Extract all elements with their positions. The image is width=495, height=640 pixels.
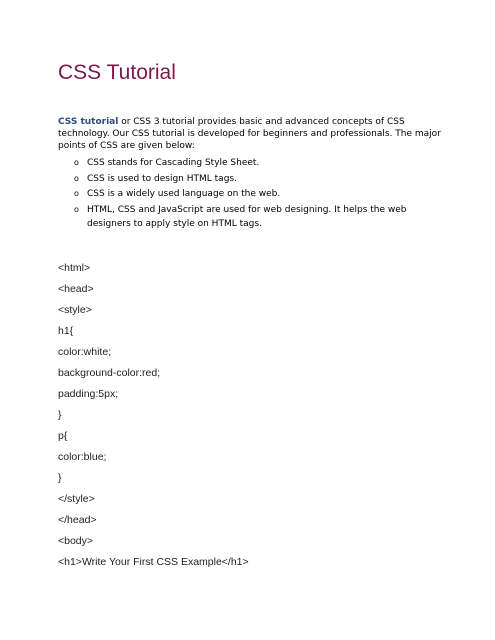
code-line: background-color:red; <box>58 367 161 379</box>
points-list <box>74 156 444 232</box>
code-line: </style> <box>58 493 95 505</box>
code-line: </head> <box>58 514 97 526</box>
code-line: <body> <box>58 535 94 547</box>
bullet-marker: o <box>74 173 79 183</box>
bullet-marker: o <box>74 204 79 214</box>
page-title: CSS Tutorial <box>58 61 176 84</box>
code-line: color:white; <box>58 346 112 358</box>
code-line: color:blue; <box>58 451 107 463</box>
intro-lead-link[interactable]: CSS tutorial <box>58 117 119 127</box>
intro-paragraph <box>58 116 450 152</box>
bullet-marker: o <box>74 189 79 198</box>
list-item <box>74 203 444 231</box>
bullet-marker: o <box>74 158 79 167</box>
list-item-text: CSS is used to design HTML tags. <box>87 173 237 184</box>
list-item <box>74 156 444 170</box>
intro-text: or CSS 3 tutorial provides basic and advanced concepts of CSS technology. Our CSS tutorial is developed for beginners and professionals. The major points of CSS are given below: <box>58 117 441 151</box>
code-line: <h1>Write Your First CSS Example</h1> <box>58 556 249 568</box>
list-item-text: CSS is a widely used language on the web. <box>87 189 281 199</box>
list-item-text: CSS stands for Cascading Style Sheet. <box>87 158 260 168</box>
list-item-text: HTML, CSS and JavaScript are used for web designing. It helps the web designers to apply style on HTML tags. <box>87 204 407 229</box>
code-line: <style> <box>58 304 92 316</box>
code-line: } <box>58 409 62 421</box>
code-line: <html> <box>58 262 91 274</box>
list-item <box>74 187 444 201</box>
code-sample <box>58 260 249 575</box>
code-line: h1{ <box>58 325 74 337</box>
code-line: padding:5px; <box>58 388 119 400</box>
code-line: <head> <box>58 283 94 295</box>
code-line: p{ <box>58 430 68 442</box>
list-item <box>74 172 444 186</box>
code-line: } <box>58 472 62 484</box>
